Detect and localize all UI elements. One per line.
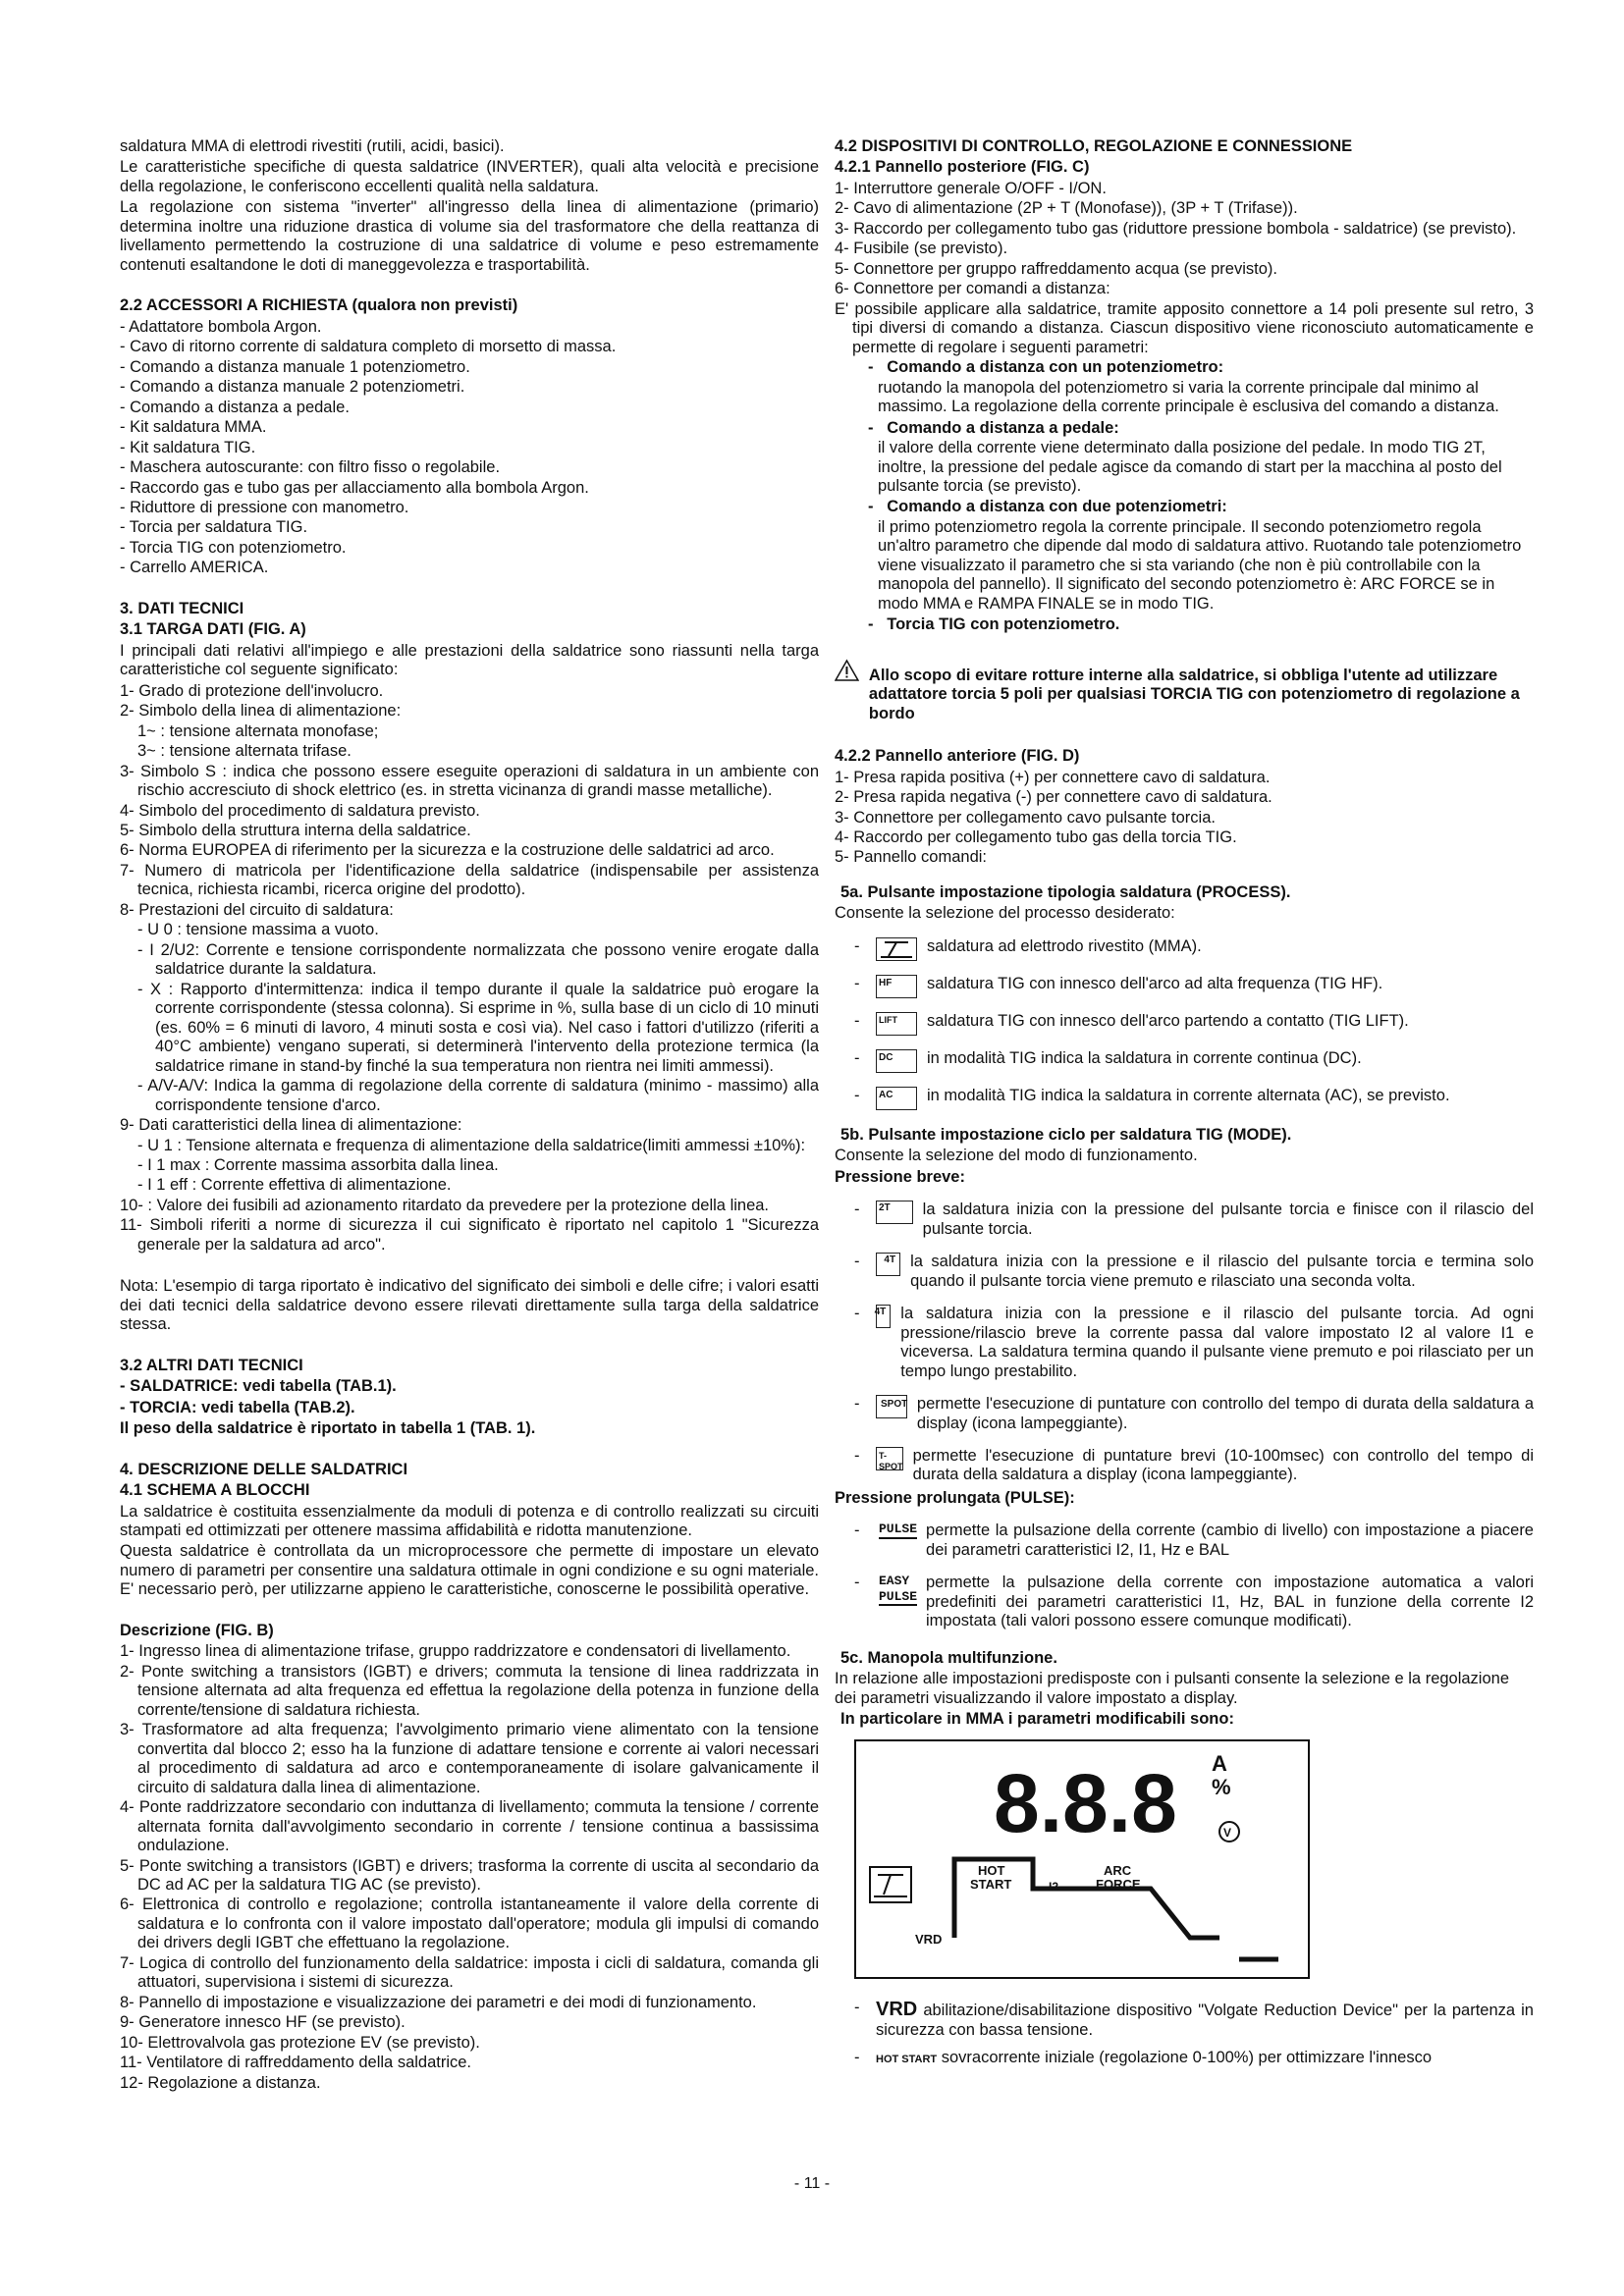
list-item: 2- Ponte switching a transistors (IGBT) e drivers; commuta la tensione di linea raddrizzata in tensione alternata ad alta frequenza ed effettua la regolazione della potenza in funzione della corrente/tensione di saldatura richiesta. [120, 1662, 819, 1719]
list-item: 3- Simbolo S : indica che possono essere eseguite operazioni di saldatura in un ambiente con rischio accresciuto di shock elettrico (es. in stretta vicinanza di grandi masse metalliche). [120, 762, 819, 800]
section-5a-intro: Consente la selezione del processo desiderato: [835, 904, 1175, 923]
easy-pulse-option: - EASY PULSE permette la pulsazione della corrente con impostazione automatica a valori predefiniti dei parametri caratteristici I1, Hz, BAL in funzione della corrente I2 impostata (tali valori possono essere comunque modificati). [854, 1574, 1534, 1630]
list-item: 4- Simbolo del procedimento di saldatura previsto. [120, 801, 480, 820]
list-item: - X : Rapporto d'intermittenza: indica il tempo durante il quale la saldatrice può erogare la corrente corrispondente (stessa colonna). Si esprime in %, sulla base di un ciclo di 10 minuti (es. 60% = 6 minuti di lavoro, 4 minuti sosta e così via). Nel caso i fattori d'utilizzo (riferiti a 40°C ambiente) vengano superati, si determinerà l'intervento della protezione termica (la saldatrice rimane in stand-by finché la sua temperatura non rientra nei limiti ammessi). [137, 980, 819, 1075]
short-press-title: Pressione breve: [835, 1167, 965, 1186]
list-item: 3- Raccordo per collegamento tubo gas (riduttore pressione bombola - saldatrice) (se previsto). [835, 219, 1517, 238]
section-4-title: 4. DESCRIZIONE DELLE SALDATRICI [120, 1460, 408, 1478]
list-item: 2- Cavo di alimentazione (2P + T (Monofase)), (3P + T (Trifase)). [835, 199, 1298, 218]
pulse-option: - PULSE permette la pulsazione della corrente (cambio di livello) con impostazione a piacere dei parametri caratteristici I2, I1, Hz e BAL [854, 1522, 1534, 1559]
section-4-1-p1: La saldatrice è costituita essenzialmente da moduli di potenza e di controllo realizzati su circuiti stampati ed ottimizzati per ottenere massima affidabilità e ridotta manutenzione. [120, 1502, 819, 1539]
mode-bilevel-icon: 4T [876, 1305, 891, 1328]
list-item: 11- Ventilatore di raffreddamento della saldatrice. [120, 2054, 472, 2072]
list-item: - Maschera autoscurante: con filtro fisso o regolabile. [120, 458, 501, 477]
tig-lift-icon: LIFT [876, 1012, 917, 1036]
start-label: START [970, 1876, 1012, 1892]
list-item: 10- : Valore dei fusibili ad azionamento ritardato da prevedere per la protezione della linea. [120, 1196, 770, 1214]
list-item: - Comando a distanza manuale 2 potenziometri. [120, 378, 465, 397]
lcd-display-diagram [854, 1739, 1310, 1979]
arc-label: ARC [1104, 1862, 1132, 1878]
page-number: - 11 - [793, 2175, 831, 2192]
list-item: 1~ : tensione alternata monofase; [137, 721, 379, 740]
list-item: - Kit saldatura TIG. [120, 438, 256, 456]
section-4-2-1-title: 4.2.1 Pannello posteriore (FIG. C) [835, 158, 1090, 177]
list-item: 6- Norma EUROPEA di riferimento per la sicurezza e la costruzione delle saldatrici ad arco. [120, 841, 775, 860]
section-4-2-2-title: 4.2.2 Pannello anteriore (FIG. D) [835, 747, 1080, 766]
mode-option-spot: - SPOT permette l'esecuzione di puntature con controllo del tempo di durata della saldatura a display (icona lampeggiante). [854, 1395, 1534, 1432]
remote-3-title: - Comando a distanza con due potenziometri: [868, 498, 1227, 516]
list-item: 12- Regolazione a distanza. [120, 2073, 321, 2092]
list-item: 6- Elettronica di controllo e regolazione; controlla istantaneamente il valore della corrente di saldatura e lo confronta con il valore impostato dall'operatore; modula gli impulsi di comando dei drivers degli IGBT che effettuano la regolazione. [120, 1896, 819, 1952]
tspot-icon: T-SPOT [876, 1447, 903, 1470]
list-item: - Riduttore di pressione con manometro. [120, 498, 409, 516]
list-item: 4- Raccordo per collegamento tubo gas della torcia TIG. [835, 828, 1237, 846]
section-3-2-title: 3.2 ALTRI DATI TECNICI [120, 1356, 303, 1374]
list-item: 7- Numero di matricola per l'identificazione della saldatrice (indispensabile per assistenza tecnica, richiesta ricambi, ricerca origine del prodotto). [120, 861, 819, 899]
list-item: 5- Connettore per gruppo raffreddamento acqua (se previsto). [835, 259, 1277, 278]
remote-1-text: ruotando la manopola del potenziometro si varia la corrente principale dal minimo al massimo. La regolazione della corrente principale è esclusiva del comando a distanza. [878, 378, 1499, 416]
mode-option-tspot: - T-SPOT permette l'esecuzione di puntature brevi (10-100msec) con controllo del tempo di durata della saldatura a display (icona lampeggiante). [854, 1446, 1534, 1484]
left-column [120, 137, 819, 2094]
list-item: - I 1 max : Corrente massima assorbita dalla linea. [137, 1155, 499, 1174]
section-4-1-p2: Questa saldatrice è controllata da un microprocessore che permette di impostare un elevato numero di parametri per consentire una saldatura ottimale in ogni condizione e su ogni materiale. E' necessario però, per utilizzarne appieno le caratteristiche, conoscerne le possibilità operative. [120, 1542, 819, 1599]
vrd-option: - VRD abilitazione/disabilitazione dispositivo "Volgate Reduction Device" per la partenza in sicurezza con bassa tensione. [854, 1998, 1534, 2040]
list-item: 2- Presa rapida negativa (-) per connettere cavo di saldatura. [835, 788, 1272, 807]
ac-icon: AC [876, 1087, 917, 1110]
section-3-title: 3. DATI TECNICI [120, 599, 244, 617]
list-item: 9- Dati caratteristici della linea di alimentazione: [120, 1116, 462, 1135]
pulse-icon: PULSE [879, 1522, 917, 1538]
list-item: - Torcia per saldatura TIG. [120, 518, 308, 537]
list-item: 5- Pannello comandi: [835, 848, 988, 867]
remote-intro: E' possibile applicare alla saldatrice, tramite apposito connettore a 14 poli presente sul retro, 3 tipi diversi di comando a distanza. Ciascun dispositivo viene riconosciuto automaticamente e permette di regolare i seguenti parametri: [835, 299, 1534, 356]
list-item: - U 0 : tensione massima a vuoto. [137, 921, 379, 939]
list-item: 8- Pannello di impostazione e visualizzazione dei parametri e dei modi di funzionamento. [120, 1993, 757, 2011]
vrd-label: VRD [915, 1931, 943, 1947]
section-5b-intro: Consente la selezione del modo di funzionamento. [835, 1147, 1198, 1165]
remote-1-title: - Comando a distanza con un potenziometro: [868, 358, 1224, 377]
list-item: - Cavo di ritorno corrente di saldatura completo di morsetto di massa. [120, 338, 617, 356]
intro-p1: saldatura MMA di elettrodi rivestiti (rutili, acidi, basici). [120, 137, 505, 155]
section-5c-intro: In relazione alle impostazioni predisposte con i pulsanti consente la selezione e la regolazione dei parametri visualizzando il valore impostato a display. [835, 1670, 1510, 1707]
section-5c-mma: In particolare in MMA i parametri modificabili sono: [840, 1710, 1234, 1729]
list-item: - U 1 : Tensione alternata e frequenza di alimentazione della saldatrice(limiti ammessi ±10%): [137, 1136, 806, 1154]
list-item: 5- Simbolo della struttura interna della saldatrice. [120, 822, 471, 839]
dc-icon: DC [876, 1049, 917, 1073]
list-item: - Carrello AMERICA. [120, 559, 269, 577]
hot-start-icon: HOT START [876, 2053, 938, 2065]
warning-triangle-icon [835, 649, 859, 692]
list-item: Il peso della saldatrice è riportato in tabella 1 (TAB. 1). [120, 1419, 536, 1438]
list-item: 7- Logica di controllo del funzionamento della saldatrice: imposta i cicli di saldatura, comanda gli attuatori, supervisiona i sistemi di sicurezza. [120, 1953, 819, 1992]
list-item: 3~ : tensione alternata trifase. [137, 742, 352, 761]
process-option-mma: - saldatura ad elettrodo rivestito (MMA). [835, 937, 1534, 961]
section-3-1-title: 3.1 TARGA DATI (FIG. A) [120, 620, 306, 639]
list-item: 1- Ingresso linea di alimentazione trifase, gruppo raddrizzatore e condensatori di livellamento. [120, 1642, 791, 1661]
section-5a-title: 5a. Pulsante impostazione tipologia saldatura (PROCESS). [840, 882, 1291, 901]
process-option-ac: - AC in modalità TIG indica la saldatura in corrente alternata (AC), se previsto. [835, 1087, 1534, 1110]
voltage-icon-letter: V [1223, 1825, 1232, 1840]
list-item: 2- Simbolo della linea di alimentazione: [120, 702, 402, 721]
nota-paragraph: Nota: L'esempio di targa riportato è indicativo del significato dei simboli e delle cifre; i valori esatti dei dati tecnici della saldatrice devono essere rilevati direttamente sulla targa della saldatrice stessa. [120, 1277, 819, 1334]
list-item: - Torcia TIG con potenziometro. [120, 538, 347, 557]
section-4-1-title: 4.1 SCHEMA A BLOCCHI [120, 1481, 310, 1500]
lcd-unit-pct: % [1212, 1774, 1231, 1799]
long-press-title: Pressione prolungata (PULSE): [835, 1488, 1075, 1507]
process-option-tig-hf: - HF saldatura TIG con innesco dell'arco ad alta frequenza (TIG HF). [835, 975, 1534, 998]
remote-2-title: - Comando a distanza a pedale: [868, 418, 1119, 437]
section-5b-title: 5b. Pulsante impostazione ciclo per saldatura TIG (MODE). [840, 1125, 1292, 1144]
list-item: - A/V-A/V: Indica la gamma di regolazione della corrente di saldatura (minimo - massimo) alla corrispondente tensione d'arco. [137, 1077, 819, 1114]
intro-p3: La regolazione con sistema "inverter" all'ingresso della linea di alimentazione (primario) determina inoltre una riduzione drastica di volume sia del trasformatore che della reattanza di livellamento permettendo la costruzione di una saldatrice di volume e peso estremamente contenuti esaltandone le doti di maneggevolezza e trasportabilità. [120, 198, 819, 274]
list-item: - Raccordo gas e tubo gas per allacciamento alla bombola Argon. [120, 478, 589, 497]
mode-option-4t: - 4T la saldatura inizia con la pressione e il rilascio del pulsante torcia e termina solo quando il pulsante torcia viene premuto e rilasciato una seconda volta. [854, 1253, 1534, 1290]
list-item: 1- Interruttore generale O/OFF - I/ON. [835, 179, 1107, 197]
list-item: 11- Simboli riferiti a norme di sicurezza il cui significato è riportato nel capitolo 1 "Sicurezza generale per la saldatura ad arco". [120, 1216, 819, 1254]
force-label: FORCE [1096, 1876, 1141, 1892]
section-3-1-intro: I principali dati relativi all'impiego e alle prestazioni della saldatrice sono riassunti nella targa caratteristiche col seguente significato: [120, 641, 819, 679]
remote-4-title: - Torcia TIG con potenziometro. [868, 615, 1120, 634]
warning-text: Allo scopo di evitare rotture interne alla saldatrice, si obbliga l'utente ad utilizzare adattatore torcia 5 poli per qualsiasi TORCIA TIG con potenziometro di regolazione a bordo [868, 666, 1520, 722]
lcd-unit-a: A [1212, 1750, 1227, 1776]
list-item: 8- Prestazioni del circuito di saldatura: [120, 900, 394, 919]
vrd-icon: VRD [876, 1998, 918, 2020]
tig-hf-icon: HF [876, 975, 917, 998]
lcd-digits: 8.8.8 [994, 1756, 1177, 1849]
list-item: - Adattatore bombola Argon. [120, 317, 322, 336]
list-item: 5- Ponte switching a transistors (IGBT) e drivers; trasforma la corrente di uscita al secondario da DC ad AC per la saldatura TIG AC (se previsto). [120, 1856, 819, 1894]
mode-4t-icon: 4T [876, 1253, 900, 1276]
spot-icon: SPOT [876, 1395, 907, 1418]
list-item: - TORCIA: vedi tabella (TAB.2). [120, 1398, 355, 1416]
section-5c-title: 5c. Manopola multifunzione. [840, 1648, 1057, 1667]
lcd-display-svg [856, 1741, 1308, 1977]
description-title: Descrizione (FIG. B) [120, 1621, 274, 1639]
easy-pulse-icon: EASY PULSE [879, 1574, 917, 1606]
right-column [835, 137, 1534, 2069]
section-4-2-title: 4.2 DISPOSITIVI DI CONTROLLO, REGOLAZIONE E CONNESSIONE [835, 137, 1353, 155]
process-option-dc: - DC in modalità TIG indica la saldatura in corrente continua (DC). [835, 1049, 1534, 1073]
list-item: - I 1 eff : Corrente effettiva di alimentazione. [137, 1176, 452, 1195]
list-item: - Comando a distanza manuale 1 potenziometro. [120, 357, 470, 376]
accessories-list [120, 318, 819, 578]
list-item: - Kit saldatura MMA. [120, 418, 267, 437]
list-item: 3- Trasformatore ad alta frequenza; l'avvolgimento primario viene alimentato con la tensione convertita dal blocco 2; esso ha la funzione di adattare tensione e corrente ai valori necessari al procedimento di saldatura ad arco e contemporaneamente di isolare galvanicamente il circuito di saldatura dalla linea di alimentazione. [120, 1721, 819, 1796]
list-item: 1- Presa rapida positiva (+) per connettere cavo di saldatura. [835, 768, 1271, 786]
list-item: 3- Connettore per collegamento cavo pulsante torcia. [835, 808, 1216, 827]
remote-3-text: il primo potenziometro regola la corrente principale. Il secondo potenziometro regola un'altro parametro che dipende dal modo di saldatura attivo. Ruotando tale potenziometro viene visualizzato il parametro che si sta variando (che non è più controllabile con la manopola del pannello). Il significato del secondo potenziometro è: ARC FORCE se in modo MMA e RAMPA FINALE se in modo TIG. [878, 517, 1522, 613]
hot-start-option: - HOT START sovracorrente iniziale (regolazione 0-100%) per ottimizzare l'innesco [854, 2048, 1433, 2066]
list-item: 1- Grado di protezione dell'involucro. [120, 681, 384, 700]
hot-label: HOT [978, 1862, 1005, 1878]
process-option-tig-lift: - LIFT saldatura TIG con innesco dell'arco partendo a contatto (TIG LIFT). [835, 1012, 1534, 1036]
intro-p2: Le caratteristiche specifiche di questa saldatrice (INVERTER), quali alta velocità e precisione della regolazione, le conferiscono eccellenti qualità nella saldatura. [120, 158, 819, 195]
section-2-2-title: 2.2 ACCESSORI A RICHIESTA (qualora non previsti) [120, 296, 518, 315]
remote-2-text: il valore della corrente viene determinato dalla posizione del pedale. In modo TIG 2T, inoltre, la pressione del pedale agisce da comando di start per la macchina al posto del pulsante torcia (se previsto). [878, 439, 1502, 495]
list-item: 10- Elettrovalvola gas protezione EV (se previsto). [120, 2033, 480, 2052]
warning-block [835, 649, 1534, 725]
list-item: 4- Ponte raddrizzatore secondario con induttanza di livellamento; commuta la tensione / corrente alternata fornita dall'avvolgimento secondario in corrente / tensione continua a bassissima ondulazione. [120, 1798, 819, 1855]
mode-option-bilevel: - 4T la saldatura inizia con la pressione e il rilascio del pulsante torcia. Ad ogni pressione/rilascio breve la corrente passa dal valore impostato I2 al valore I1 e viceversa. La saldatura termina quando il pulsante viene premuto e poi rilasciato per un tempo lungo prestabilito. [854, 1305, 1534, 1380]
mode-2t-icon: 2T [876, 1201, 913, 1224]
list-item: - Comando a distanza a pedale. [120, 398, 350, 416]
list-item: 6- Connettore per comandi a distanza: [835, 280, 1110, 298]
i2-label: I2 [1049, 1879, 1059, 1894]
list-item: - SALDATRICE: vedi tabella (TAB.1). [120, 1377, 397, 1396]
list-item: 9- Generatore innesco HF (se previsto). [120, 2013, 406, 2032]
mma-electrode-icon [876, 937, 917, 961]
list-item: 4- Fusibile (se previsto). [835, 240, 1008, 258]
mode-option-2t: - 2T la saldatura inizia con la pressione del pulsante torcia e finisce con il rilascio del pulsante torcia. [854, 1201, 1534, 1238]
list-item: - I 2/U2: Corrente e tensione corrispondente normalizzata che possono venire erogate dalla saldatrice durante la saldatura. [137, 940, 819, 979]
